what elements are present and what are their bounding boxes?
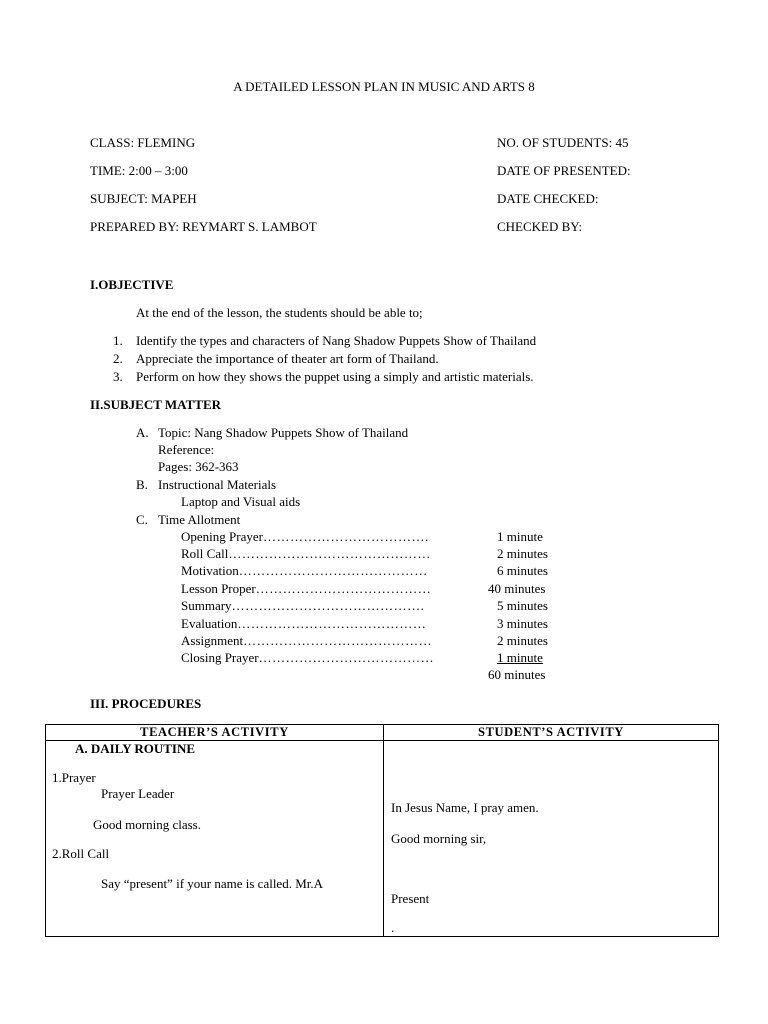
objective-heading: I.OBJECTIVE — [90, 277, 174, 292]
greeting-response: Good morning sir, — [391, 831, 487, 846]
allotment-total: 60 minutes — [488, 667, 546, 682]
materials-detail: Laptop and Visual aids — [181, 494, 301, 509]
students-count-label: NO. OF STUDENTS: 45 — [497, 135, 629, 150]
pages-line: Pages: 362-363 — [158, 459, 239, 474]
page-title: A DETAILED LESSON PLAN IN MUSIC AND ARTS 8 — [233, 79, 535, 94]
daily-routine-heading: A. DAILY ROUTINE — [75, 741, 196, 756]
date-presented-label: DATE OF PRESENTED: — [497, 163, 631, 178]
student-activity-header: STUDENT’S ACTIVITY — [384, 725, 719, 741]
objective-num: 2. — [113, 351, 123, 366]
subject-matter-heading: II.SUBJECT MATTER — [90, 397, 221, 412]
allotment-row: Summary……………………………………. — [181, 598, 425, 613]
allotment-row: Closing Prayer………………………………… — [181, 650, 435, 665]
allotment-row: Motivation…………………………………… — [181, 563, 428, 578]
materials-title: Instructional Materials — [158, 477, 277, 492]
allotment-time: 1 minute — [497, 529, 543, 544]
teacher-activity-header: TEACHER’S ACTIVITY — [46, 725, 384, 741]
allotment-time: 2 minutes — [497, 633, 548, 648]
prayer-leader-text: Prayer Leader — [101, 786, 175, 801]
list-label: C. — [136, 512, 148, 527]
objective-num: 3. — [113, 369, 123, 384]
student-activity-cell — [384, 741, 719, 937]
reference-line: Reference: — [158, 442, 215, 457]
procedures-heading: III. PROCEDURES — [90, 696, 202, 711]
allotment-row: Lesson Proper………………………………… — [181, 581, 432, 596]
subject-label: SUBJECT: MAPEH — [90, 191, 197, 206]
objective-num: 1. — [113, 333, 123, 348]
list-label: B. — [136, 477, 148, 492]
date-checked-label: DATE CHECKED: — [497, 191, 599, 206]
allotment-time: 3 minutes — [497, 616, 548, 631]
procedures-table — [45, 724, 719, 937]
topic-line: Topic: Nang Shadow Puppets Show of Thailand — [158, 425, 409, 440]
time-allotment-title: Time Allotment — [158, 512, 241, 527]
allotment-row: Roll Call……………………………………… — [181, 546, 431, 561]
allotment-time: 40 minutes — [488, 581, 546, 596]
checked-by-label: CHECKED BY: — [497, 219, 583, 234]
present-response: Present — [391, 891, 430, 906]
roll-call-label: 2.Roll Call — [52, 846, 110, 861]
objective-item: Appreciate the importance of theater art form of Thailand. — [136, 351, 439, 366]
allotment-time: 5 minutes — [497, 598, 548, 613]
prayer-response: In Jesus Name, I pray amen. — [391, 800, 539, 815]
trailing-mark: . — [391, 920, 395, 935]
objective-intro: At the end of the lesson, the students should be able to; — [136, 305, 423, 320]
list-label: A. — [136, 425, 149, 440]
prayer-label: 1.Prayer — [52, 770, 96, 785]
teacher-greeting: Good morning class. — [93, 817, 201, 832]
objective-item: Identify the types and characters of Nang Shadow Puppets Show of Thailand — [136, 333, 537, 348]
allotment-time: 1 minute — [497, 650, 543, 665]
time-label: TIME: 2:00 – 3:00 — [90, 163, 188, 178]
objective-item: Perform on how they shows the puppet using a simply and artistic materials. — [136, 369, 534, 384]
allotment-row: Assignment…………………………………… — [181, 633, 433, 648]
teacher-activity-cell — [46, 741, 384, 937]
allotment-time: 6 minutes — [497, 563, 548, 578]
allotment-time: 2 minutes — [497, 546, 548, 561]
prepared-by-label: PREPARED BY: REYMART S. LAMBOT — [90, 219, 317, 234]
allotment-row: Opening Prayer………………………………. — [181, 529, 429, 544]
class-label: CLASS: FLEMING — [90, 135, 196, 150]
roll-call-instruction: Say “present” if your name is called. Mr.A — [101, 876, 324, 891]
allotment-row: Evaluation…………………………………… — [181, 616, 427, 631]
